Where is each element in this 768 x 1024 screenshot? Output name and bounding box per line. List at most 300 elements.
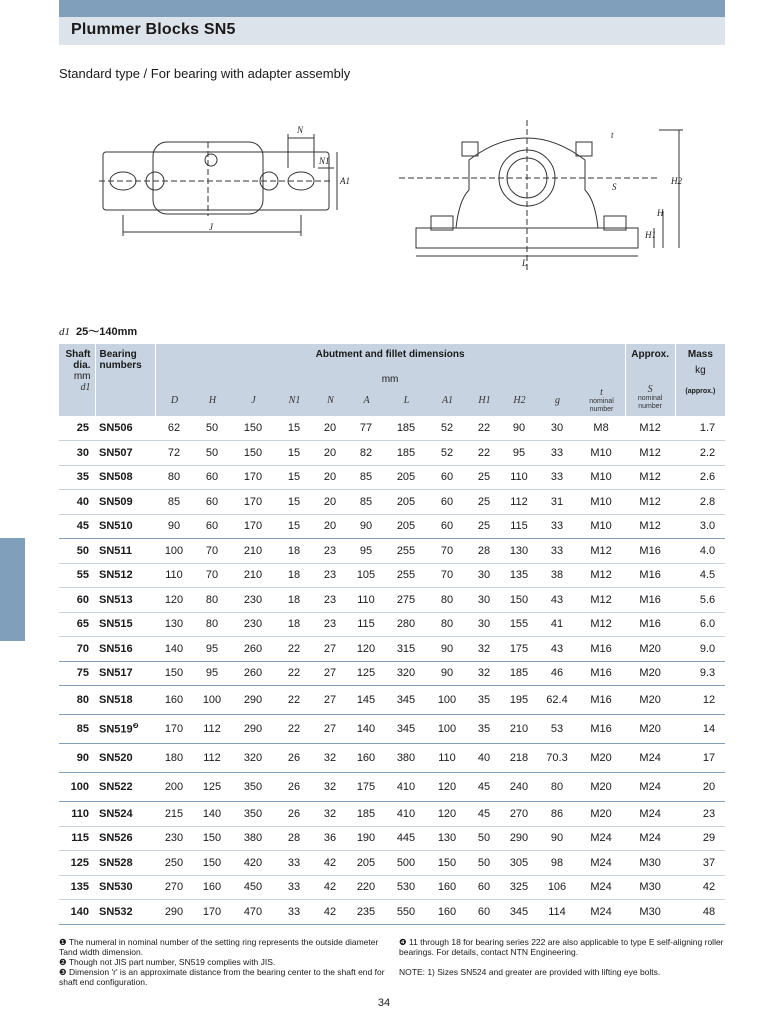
cell-N1: 26 (275, 802, 313, 827)
table-row (59, 637, 725, 662)
cell-t: M24 (577, 826, 625, 851)
cell-L: 205 (385, 490, 427, 515)
cell-g: 33 (537, 465, 577, 490)
mass-cell: 20 (675, 773, 725, 802)
shaft-dia-cell: 85 (59, 715, 95, 744)
cell-D: 140 (155, 637, 193, 662)
cell-H1: 28 (467, 539, 501, 564)
cell-J: 170 (231, 514, 275, 539)
footnote-4: ❹ 11 through 18 for bearing series 222 are also applicable to type E self-aligning roller bearings. For details, contact NTN Engineering. (399, 937, 724, 957)
shaft-header: Shaft dia. mm d1 (59, 344, 95, 416)
cell-H: 112 (193, 715, 231, 744)
cell-g: 41 (537, 612, 577, 637)
cell-g: 33 (537, 441, 577, 466)
cell-L: 500 (385, 851, 427, 876)
shaft-dia-cell: 25 (59, 416, 95, 441)
mass-cell: 48 (675, 900, 725, 925)
cell-S: M24 (625, 744, 675, 773)
cell-J: 230 (231, 612, 275, 637)
cell-J: 450 (231, 875, 275, 900)
cell-A: 95 (347, 539, 385, 564)
cell-J: 210 (231, 539, 275, 564)
mass-cell: 12 (675, 686, 725, 715)
bearing-number-cell: $SN519^❷$ (95, 715, 155, 744)
cell-D: 62 (155, 416, 193, 441)
cell-A1: 60 (427, 465, 467, 490)
shaft-dia-cell: 55 (59, 563, 95, 588)
cell-S: M12 (625, 416, 675, 441)
cell-D: 180 (155, 744, 193, 773)
cell-N1: 22 (275, 637, 313, 662)
cell-g: 106 (537, 875, 577, 900)
bearing-number-cell: SN517 (95, 661, 155, 686)
cell-D: 130 (155, 612, 193, 637)
cell-N: 42 (313, 851, 347, 876)
mass-cell: 4.0 (675, 539, 725, 564)
col-H: H (208, 395, 217, 406)
cell-t: M12 (577, 612, 625, 637)
mass-cell: 17 (675, 744, 725, 773)
cell-A1: 90 (427, 661, 467, 686)
cell-H2: 210 (501, 715, 537, 744)
cell-D: 100 (155, 539, 193, 564)
table-row (59, 875, 725, 900)
cell-S: M24 (625, 802, 675, 827)
cell-J: 290 (231, 686, 275, 715)
cell-A: 190 (347, 826, 385, 851)
table-row (59, 465, 725, 490)
approx-header: Approx. S nominal number (625, 344, 675, 416)
cell-t: M24 (577, 900, 625, 925)
cell-L: 345 (385, 686, 427, 715)
cell-S: M12 (625, 514, 675, 539)
table-row (59, 715, 725, 744)
table-row (59, 441, 725, 466)
cell-S: M24 (625, 826, 675, 851)
cell-D: 150 (155, 661, 193, 686)
title-bar (59, 17, 725, 45)
cell-N1: 22 (275, 715, 313, 744)
cell-S: M20 (625, 637, 675, 662)
cell-A: 145 (347, 686, 385, 715)
cell-L: 345 (385, 715, 427, 744)
cell-A: 90 (347, 514, 385, 539)
cell-H1: 50 (467, 851, 501, 876)
shaft-dia-cell: 40 (59, 490, 95, 515)
cell-N1: 18 (275, 588, 313, 613)
mass-header: Mass kg (approx.) (675, 344, 725, 416)
cell-H1: 22 (467, 416, 501, 441)
table-row (59, 539, 725, 564)
table-row (59, 851, 725, 876)
cell-A: 220 (347, 875, 385, 900)
cell-g: 43 (537, 588, 577, 613)
cell-N: 42 (313, 900, 347, 925)
cell-N: 32 (313, 744, 347, 773)
footnote-2: ❷ Though not JIS part number, SN519 complies with JIS. (59, 957, 276, 967)
cell-D: 120 (155, 588, 193, 613)
cell-H: 95 (193, 661, 231, 686)
cell-t: M16 (577, 637, 625, 662)
shaft-dia-cell: 60 (59, 588, 95, 613)
cell-H1: 25 (467, 514, 501, 539)
cell-H1: 35 (467, 686, 501, 715)
cell-A: 105 (347, 563, 385, 588)
cell-H2: 150 (501, 588, 537, 613)
cell-S: M16 (625, 563, 675, 588)
cell-H: 140 (193, 802, 231, 827)
cell-H2: 218 (501, 744, 537, 773)
table-row (59, 514, 725, 539)
cell-S: M16 (625, 539, 675, 564)
cell-S: M12 (625, 465, 675, 490)
cell-g: 31 (537, 490, 577, 515)
cell-J: 290 (231, 715, 275, 744)
cell-A: 175 (347, 773, 385, 802)
d1-range-value: 25～140mm (76, 326, 138, 338)
mass-cell: 42 (675, 875, 725, 900)
cell-N1: 26 (275, 773, 313, 802)
cell-A1: 160 (427, 875, 467, 900)
cell-N: 27 (313, 715, 347, 744)
technical-drawing (59, 120, 725, 280)
cell-L: 320 (385, 661, 427, 686)
cell-D: 80 (155, 465, 193, 490)
cell-A1: 80 (427, 612, 467, 637)
shaft-dia-cell: 65 (59, 612, 95, 637)
cell-H: 112 (193, 744, 231, 773)
cell-N1: 18 (275, 612, 313, 637)
cell-N: 32 (313, 802, 347, 827)
cell-H2: 325 (501, 875, 537, 900)
cell-H2: 305 (501, 851, 537, 876)
cell-J: 210 (231, 563, 275, 588)
cell-N1: 15 (275, 465, 313, 490)
cell-H2: 90 (501, 416, 537, 441)
top-accent-bar (59, 0, 725, 17)
cell-H: 60 (193, 465, 231, 490)
col-S: S (647, 384, 653, 395)
cell-S: M24 (625, 773, 675, 802)
cell-N1: 33 (275, 900, 313, 925)
col-N: N (327, 395, 334, 406)
mass-cell: 3.0 (675, 514, 725, 539)
cell-N: 23 (313, 539, 347, 564)
cell-H1: 60 (467, 900, 501, 925)
bearing-number-cell: SN516 (95, 637, 155, 662)
shaft-dia-cell: 100 (59, 773, 95, 802)
cell-t: M16 (577, 686, 625, 715)
cell-A1: 52 (427, 441, 467, 466)
mass-cell: 5.6 (675, 588, 725, 613)
page-number: 34 (377, 997, 391, 1009)
subtitle: Standard type / For bearing with adapter assembly (59, 66, 351, 81)
table-header-row (59, 344, 725, 416)
mass-cell: 9.3 (675, 661, 725, 686)
table-row (59, 826, 725, 851)
cell-S: M20 (625, 715, 675, 744)
cell-t: M24 (577, 851, 625, 876)
cell-L: 530 (385, 875, 427, 900)
cell-D: 230 (155, 826, 193, 851)
bearing-number-cell: SN520 (95, 744, 155, 773)
table-body (59, 416, 725, 924)
bearing-number-cell: SN524 (95, 802, 155, 827)
shaft-dia-cell: 70 (59, 637, 95, 662)
cell-t: M12 (577, 539, 625, 564)
bearing-number-cell: SN528 (95, 851, 155, 876)
abutment-header: Abutment and fillet dimensions mm D H J N1 N A L A1 H1 H2 g t nominal number (155, 344, 625, 416)
cell-H: 160 (193, 875, 231, 900)
cell-N: 20 (313, 465, 347, 490)
cell-t: M16 (577, 661, 625, 686)
label-N1: N1 (319, 156, 330, 166)
cell-J: 150 (231, 441, 275, 466)
col-t: t nominal number (589, 387, 614, 413)
cell-H2: 345 (501, 900, 537, 925)
cell-t: M12 (577, 588, 625, 613)
cell-S: M16 (625, 588, 675, 613)
cell-L: 315 (385, 637, 427, 662)
cell-H1: 25 (467, 490, 501, 515)
table-row (59, 563, 725, 588)
bearing-number-cell: SN512 (95, 563, 155, 588)
cell-L: 410 (385, 773, 427, 802)
cell-g: 80 (537, 773, 577, 802)
cell-L: 280 (385, 612, 427, 637)
cell-t: M16 (577, 715, 625, 744)
mass-cell: 2.8 (675, 490, 725, 515)
cell-H1: 45 (467, 802, 501, 827)
cell-H: 150 (193, 851, 231, 876)
cell-S: M30 (625, 875, 675, 900)
cell-D: 215 (155, 802, 193, 827)
cell-H1: 32 (467, 661, 501, 686)
col-D: D (170, 395, 179, 406)
bearing-number-cell: SN511 (95, 539, 155, 564)
cell-A: 115 (347, 612, 385, 637)
shaft-dia-cell: 110 (59, 802, 95, 827)
cell-S: M12 (625, 441, 675, 466)
mass-cell: 29 (675, 826, 725, 851)
label-L: L (522, 258, 528, 268)
cell-A1: 120 (427, 802, 467, 827)
cell-N1: 18 (275, 563, 313, 588)
cell-A1: 80 (427, 588, 467, 613)
cell-g: 70.3 (537, 744, 577, 773)
footnote-1: ❶ The numeral in nominal number of the setting ring represents the outside diameter Tand width dimension. (59, 937, 379, 957)
cell-H2: 195 (501, 686, 537, 715)
bearing-number-cell: SN518 (95, 686, 155, 715)
cell-t: M8 (577, 416, 625, 441)
cell-H2: 175 (501, 637, 537, 662)
cell-H: 50 (193, 416, 231, 441)
cell-D: 170 (155, 715, 193, 744)
cell-A1: 52 (427, 416, 467, 441)
cell-g: 33 (537, 514, 577, 539)
cell-A1: 60 (427, 490, 467, 515)
cell-S: M16 (625, 612, 675, 637)
cell-H: 60 (193, 490, 231, 515)
cell-g: 90 (537, 826, 577, 851)
cell-N1: 22 (275, 661, 313, 686)
footnote-note: NOTE: 1) Sizes SN524 and greater are provided with lifting eye bolts. (399, 967, 661, 977)
cell-H1: 40 (467, 744, 501, 773)
cell-N: 27 (313, 637, 347, 662)
cell-N1: 15 (275, 490, 313, 515)
bearing-number-cell: SN526 (95, 826, 155, 851)
cell-A1: 70 (427, 539, 467, 564)
cell-H1: 60 (467, 875, 501, 900)
cell-g: 33 (537, 539, 577, 564)
cell-H1: 32 (467, 637, 501, 662)
cell-N: 42 (313, 875, 347, 900)
cell-J: 170 (231, 465, 275, 490)
bearing-number-cell: SN508 (95, 465, 155, 490)
cell-H: 100 (193, 686, 231, 715)
cell-g: 46 (537, 661, 577, 686)
cell-H2: 130 (501, 539, 537, 564)
cell-A: 85 (347, 490, 385, 515)
cell-S: M30 (625, 851, 675, 876)
table-row (59, 686, 725, 715)
cell-S: M12 (625, 490, 675, 515)
table-row (59, 490, 725, 515)
cell-S: M20 (625, 661, 675, 686)
cell-H2: 135 (501, 563, 537, 588)
cell-L: 445 (385, 826, 427, 851)
label-J: J (209, 222, 213, 232)
cell-N1: 33 (275, 851, 313, 876)
cell-D: 200 (155, 773, 193, 802)
shaft-dia-cell: 140 (59, 900, 95, 925)
cell-t: M10 (577, 514, 625, 539)
col-J: J (251, 395, 256, 406)
cell-J: 150 (231, 416, 275, 441)
bearing-number-cell: SN530 (95, 875, 155, 900)
cell-L: 205 (385, 465, 427, 490)
cell-N: 20 (313, 490, 347, 515)
cell-D: 90 (155, 514, 193, 539)
cell-J: 320 (231, 744, 275, 773)
cell-N: 27 (313, 661, 347, 686)
side-tab-marker (0, 538, 25, 641)
cell-N: 36 (313, 826, 347, 851)
cell-J: 470 (231, 900, 275, 925)
cell-N1: 15 (275, 441, 313, 466)
cell-N1: 15 (275, 514, 313, 539)
shaft-dia-cell: 115 (59, 826, 95, 851)
mass-cell: 4.5 (675, 563, 725, 588)
cell-N: 20 (313, 441, 347, 466)
cell-A1: 120 (427, 773, 467, 802)
cell-L: 550 (385, 900, 427, 925)
shaft-dia-cell: 50 (59, 539, 95, 564)
cell-J: 230 (231, 588, 275, 613)
cell-A: 120 (347, 637, 385, 662)
cell-A1: 160 (427, 900, 467, 925)
cell-t: M10 (577, 465, 625, 490)
shaft-dia-cell: 45 (59, 514, 95, 539)
mass-cell: 2.2 (675, 441, 725, 466)
cell-g: 30 (537, 416, 577, 441)
cell-H2: 115 (501, 514, 537, 539)
cell-J: 350 (231, 802, 275, 827)
cell-L: 255 (385, 539, 427, 564)
cell-H1: 30 (467, 588, 501, 613)
label-H: H (657, 208, 664, 218)
cell-J: 420 (231, 851, 275, 876)
cell-S: M20 (625, 686, 675, 715)
shaft-dia-cell: 80 (59, 686, 95, 715)
cell-A1: 130 (427, 826, 467, 851)
cell-H2: 112 (501, 490, 537, 515)
cell-H2: 95 (501, 441, 537, 466)
label-H1: H1 (645, 230, 656, 240)
cell-D: 250 (155, 851, 193, 876)
col-A: A (363, 395, 370, 406)
cell-H2: 290 (501, 826, 537, 851)
cell-N: 32 (313, 773, 347, 802)
cell-N1: 15 (275, 416, 313, 441)
cell-A: 82 (347, 441, 385, 466)
cell-H: 70 (193, 539, 231, 564)
cell-t: M10 (577, 490, 625, 515)
cell-t: M12 (577, 563, 625, 588)
label-N: N (297, 125, 304, 135)
cell-A1: 90 (427, 637, 467, 662)
cell-g: 114 (537, 900, 577, 925)
col-A1: A1 (441, 395, 454, 406)
cell-D: 110 (155, 563, 193, 588)
col-g: g (555, 395, 560, 406)
bearing-header: Bearing numbers (95, 344, 155, 416)
bearing-number-cell: SN510 (95, 514, 155, 539)
shaft-dia-cell: 135 (59, 875, 95, 900)
cell-t: M20 (577, 802, 625, 827)
label-A1: A1 (340, 176, 350, 186)
shaft-dia-cell: 75 (59, 661, 95, 686)
cell-J: 350 (231, 773, 275, 802)
col-H2: H2 (513, 395, 526, 406)
cell-H1: 30 (467, 612, 501, 637)
cell-g: 53 (537, 715, 577, 744)
mass-cell: 6.0 (675, 612, 725, 637)
cell-J: 170 (231, 490, 275, 515)
cell-A: 205 (347, 851, 385, 876)
bearing-number-cell: SN509 (95, 490, 155, 515)
shaft-dia-cell: 125 (59, 851, 95, 876)
cell-H: 50 (193, 441, 231, 466)
cell-N: 23 (313, 588, 347, 613)
cell-A1: 110 (427, 744, 467, 773)
cell-H1: 30 (467, 563, 501, 588)
cell-H: 60 (193, 514, 231, 539)
cell-A: 185 (347, 802, 385, 827)
bearing-number-cell: SN507 (95, 441, 155, 466)
cell-t: M20 (577, 773, 625, 802)
cell-L: 185 (385, 416, 427, 441)
table-row (59, 773, 725, 802)
cell-D: 290 (155, 900, 193, 925)
cell-A1: 70 (427, 563, 467, 588)
bearing-number-cell: SN522 (95, 773, 155, 802)
mass-cell: 37 (675, 851, 725, 876)
d1-range (59, 323, 137, 339)
cell-H2: 270 (501, 802, 537, 827)
label-t: t (611, 130, 614, 140)
cell-H2: 240 (501, 773, 537, 802)
